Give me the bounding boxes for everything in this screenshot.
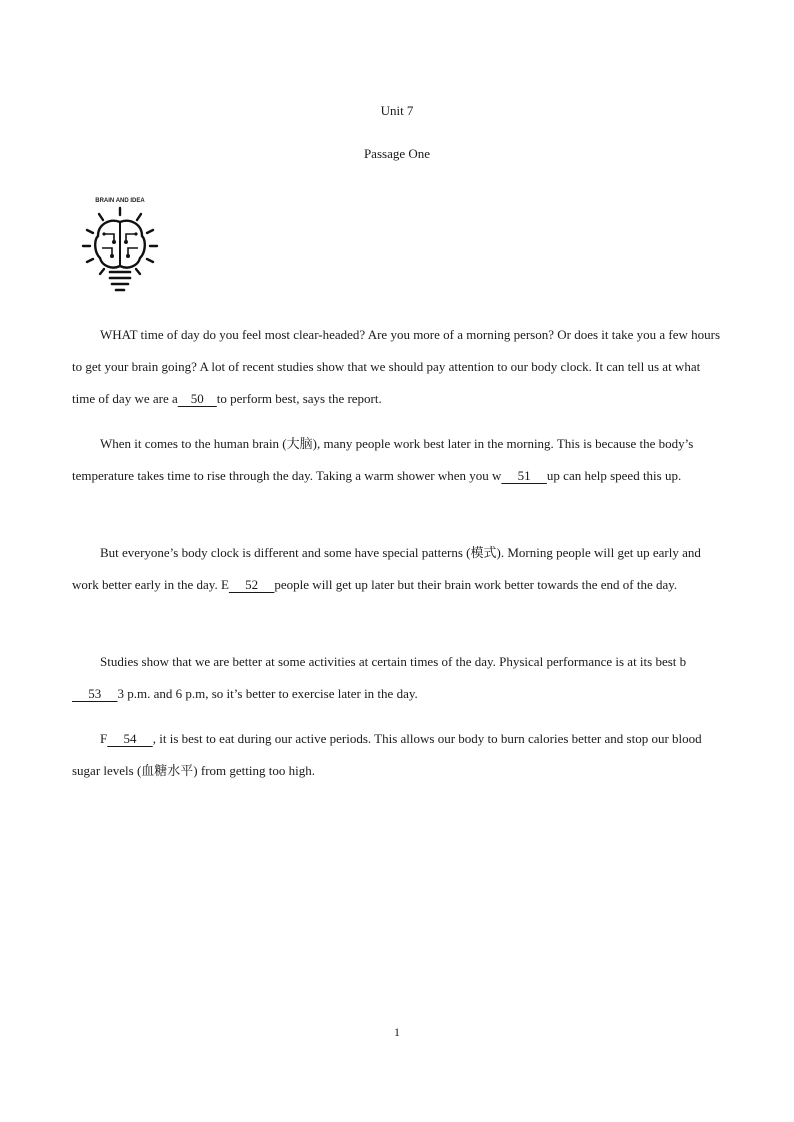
paragraph-5 xyxy=(72,723,724,787)
paragraph-text: F xyxy=(100,731,108,746)
illustration-label: BRAIN AND IDEA xyxy=(95,198,145,204)
paragraph-3 xyxy=(72,537,724,601)
paragraph-text: Studies show that we are better at some activities at certain times of the day. Physical performance is at its best b xyxy=(100,654,687,669)
page-number: 1 xyxy=(394,1025,400,1039)
paragraph-text: to perform best, says the report. xyxy=(216,391,382,406)
paragraph-text: But everyone’s body clock is different and some have special patterns (模式). Morning people will get up early and work better early in the day. E xyxy=(72,545,701,592)
blank-51: 51 xyxy=(501,468,547,483)
paragraph-text: When it comes to the human brain (大脑), many people work best later in the morning. This is because the body’s temperature takes time to rise through the day. Taking a warm shower when you w xyxy=(72,436,694,483)
paragraph-text: , it is best to eat during our active periods. This allows our body to burn calories better and stop our blood sugar levels (血糖水平) from getting too high. xyxy=(72,731,702,778)
paragraph-text: up can help speed this up. xyxy=(546,468,682,483)
unit-title: Unit 7 xyxy=(380,103,414,118)
blank-53: 53 xyxy=(72,686,118,701)
paragraph-text: people will get up later but their brain work better towards the end of the day. xyxy=(274,577,678,592)
blank-52: 52 xyxy=(228,577,275,592)
paragraph-text: WHAT time of day do you feel most clear-headed? Are you more of a morning person? Or does it take you a few hours to get your brain going? A lot of recent studies show that we should pay attention to our body clock. It can tell us at what time of day we are a xyxy=(72,327,721,406)
blank-54: 54 xyxy=(107,731,153,746)
passage-title: Passage One xyxy=(363,146,431,161)
blank-50: 50 xyxy=(177,391,217,406)
paragraph-4 xyxy=(72,646,724,710)
paragraph-2 xyxy=(72,428,724,492)
brain-lightbulb-icon xyxy=(72,190,168,298)
paragraph-1 xyxy=(72,319,724,415)
paragraph-text: 3 p.m. and 6 p.m, so it’s better to exercise later in the day. xyxy=(117,686,418,701)
